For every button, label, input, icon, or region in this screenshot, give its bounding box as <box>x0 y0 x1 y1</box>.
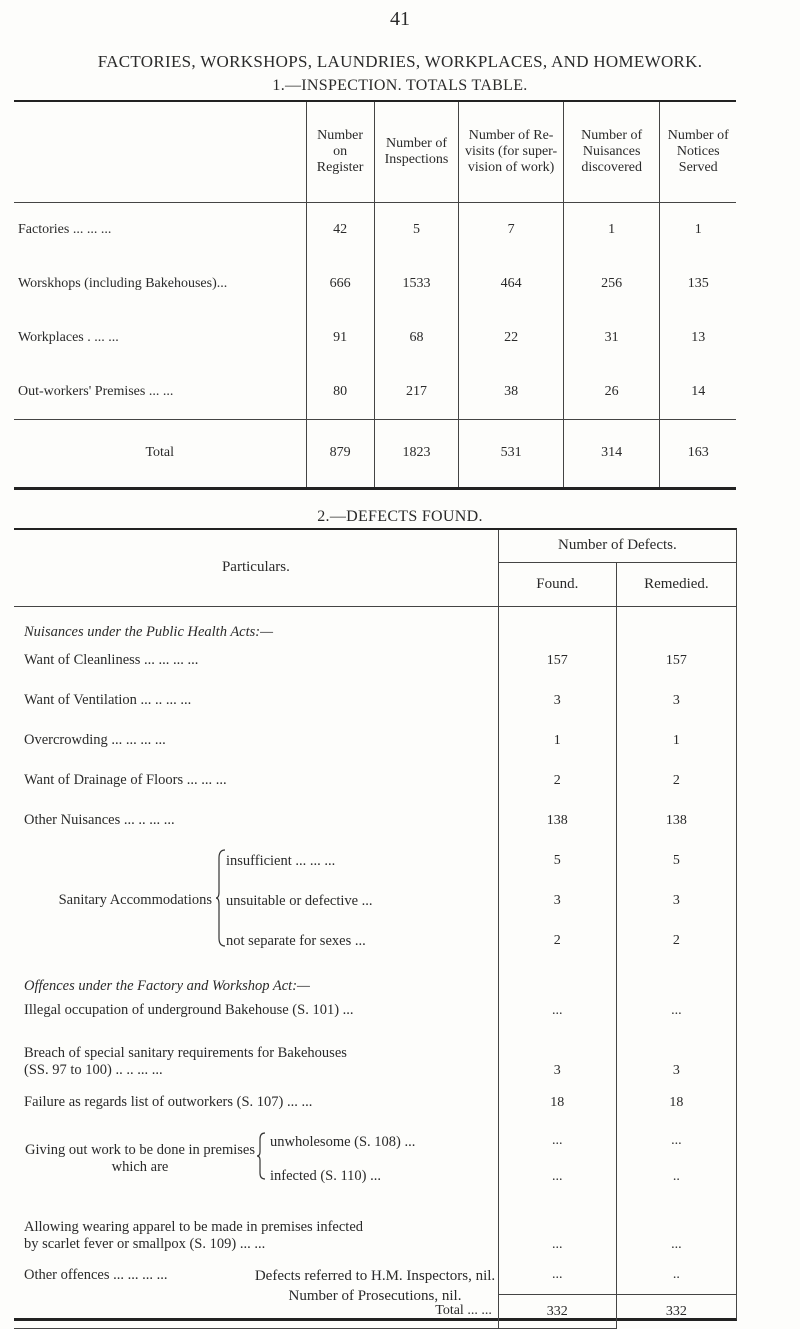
remedied-cell: 138 <box>616 801 736 841</box>
cell: 26 <box>563 365 660 420</box>
found-cell: 3 <box>498 1027 616 1083</box>
row-label: Want of Drainage of Floors ... ... ... <box>24 772 227 788</box>
row-label: insufficient ... ... ... <box>226 852 336 869</box>
total-label: Total <box>14 419 306 488</box>
table2-heading: 2.—DEFECTS FOUND. <box>317 508 483 525</box>
row-label: Allowing wearing apparel to be made in premises infected <box>24 1218 364 1235</box>
page-number: 41 <box>390 8 410 30</box>
cell: 1533 <box>374 257 459 311</box>
remedied-cell: 2 <box>616 921 736 961</box>
cell: 1 <box>563 202 660 257</box>
cell: 91 <box>306 311 374 365</box>
table-row <box>14 1123 736 1159</box>
cell: 68 <box>374 311 459 365</box>
total-label: Total ... ... <box>14 1295 498 1329</box>
table-row <box>14 801 736 841</box>
inspection-totals-table <box>14 100 736 490</box>
found-cell: 5 <box>498 841 616 881</box>
row-label: Failure as regards list of outworkers (S. 107) ... ... <box>24 1094 313 1110</box>
cell: 38 <box>459 365 564 420</box>
row-label: Worskhops (including Bakehouses)... <box>18 275 228 291</box>
row-label: Out-workers' Premises ... ... <box>18 383 174 399</box>
found-cell: 2 <box>498 761 616 801</box>
found-cell: 3 <box>498 881 616 921</box>
table-row <box>14 1027 736 1083</box>
remedied-cell: 3 <box>616 1027 736 1083</box>
col-revisits: Number of Re-visits (for super-vision of work) <box>459 101 564 202</box>
col-notices: Number of Notices Served <box>660 101 736 202</box>
found-cell: ... <box>498 1195 616 1257</box>
row-label-cont: (SS. 97 to 100) .. .. ... ... <box>24 1061 163 1078</box>
remedied-cell: 3 <box>616 681 736 721</box>
remedied-cell: .. <box>616 1159 736 1195</box>
row-label: Illegal occupation of underground Bakehouse (S. 101) ... <box>24 1002 354 1018</box>
table-row <box>14 257 736 311</box>
table1-total-row <box>14 419 736 488</box>
col-inspections: Number of Inspections <box>374 101 459 202</box>
cell: 14 <box>660 365 736 420</box>
col-remedied: Remedied. <box>616 562 736 606</box>
found-cell: ... <box>498 1257 616 1295</box>
row-label: unsuitable or defective ... <box>226 892 373 909</box>
cell: 42 <box>306 202 374 257</box>
cell: 7 <box>459 202 564 257</box>
cell: 163 <box>660 419 736 488</box>
row-label: Workplaces . ... ... <box>18 329 119 345</box>
found-cell: 157 <box>498 641 616 681</box>
cell: 135 <box>660 257 736 311</box>
row-label: unwholesome (S. 108) ... <box>270 1133 416 1150</box>
remedied-cell: 2 <box>616 761 736 801</box>
cell: 464 <box>459 257 564 311</box>
row-label-cont: by scarlet fever or smallpox (S. 109) ... ... <box>24 1235 266 1252</box>
row-label: Other offences ... ... ... ... <box>24 1267 168 1283</box>
remedied-cell: 5 <box>616 841 736 881</box>
cell: 531 <box>459 419 564 488</box>
cell: 314 <box>563 419 660 488</box>
page-title: FACTORIES, WORKSHOPS, LAUNDRIES, WORKPLACES, AND HOMEWORK. <box>97 52 703 71</box>
cell: 22 <box>459 311 564 365</box>
found-cell: 1 <box>498 721 616 761</box>
cell: 666 <box>306 257 374 311</box>
cell: 1 <box>660 202 736 257</box>
table-row <box>14 365 736 420</box>
table-row <box>14 721 736 761</box>
section-factory-act: Offences under the Factory and Workshop Act:— <box>24 977 310 994</box>
table1-corner <box>14 101 306 202</box>
table-row <box>14 761 736 801</box>
cell: 1823 <box>374 419 459 488</box>
col-number-of-defects: Number of Defects. <box>498 530 736 562</box>
cell: 80 <box>306 365 374 420</box>
table-row <box>14 995 736 1027</box>
left-brace <box>216 848 226 953</box>
giving-label: Giving out work to be done in premises which are <box>25 1141 255 1175</box>
section-public-health: Nuisances under the Public Health Acts:— <box>24 623 274 640</box>
left-brace <box>256 1131 266 1186</box>
remedied-cell: 18 <box>616 1083 736 1123</box>
row-label: Breach of special sanitary requirements for Bakehouses <box>24 1044 347 1061</box>
table-row <box>14 311 736 365</box>
row-label: Want of Ventilation ... .. ... ... <box>24 692 192 708</box>
found-cell: ... <box>498 995 616 1027</box>
row-label: Other Nuisances ... .. ... ... <box>24 812 175 828</box>
remedied-cell: ... <box>616 1123 736 1159</box>
table-row <box>14 1083 736 1123</box>
table1-heading: 1.—INSPECTION. TOTALS TABLE. <box>272 77 528 94</box>
table1-header-row <box>14 101 736 202</box>
col-register: Number on Register <box>306 101 374 202</box>
found-cell: 138 <box>498 801 616 841</box>
remedied-cell: 157 <box>616 641 736 681</box>
found-cell: 2 <box>498 921 616 961</box>
table-row <box>14 202 736 257</box>
row-label: not separate for sexes ... <box>226 932 366 949</box>
col-found: Found. <box>498 562 616 606</box>
found-cell: ... <box>498 1123 616 1159</box>
defects-found-table <box>14 528 737 1321</box>
cell: 5 <box>374 202 459 257</box>
cell: 879 <box>306 419 374 488</box>
cell: 256 <box>563 257 660 311</box>
row-label: Factories ... ... ... <box>18 221 112 237</box>
found-cell: 332 <box>498 1295 616 1329</box>
col-nuisances: Number of Nuisances discovered <box>563 101 660 202</box>
row-label: Overcrowding ... ... ... ... <box>24 732 166 748</box>
table-row <box>14 681 736 721</box>
col-particulars: Particulars. <box>14 530 498 606</box>
footnote-referred: Defects referred to H.M. Inspectors, nil. <box>254 1268 496 1284</box>
remedied-cell: ... <box>616 995 736 1027</box>
footnote-prosecutions: Number of Prosecutions, nil. <box>288 1288 462 1304</box>
remedied-cell: 1 <box>616 721 736 761</box>
remedied-cell: 3 <box>616 881 736 921</box>
cell: 13 <box>660 311 736 365</box>
row-label: infected (S. 110) ... <box>270 1167 382 1184</box>
table-row <box>14 1195 736 1257</box>
table-row <box>14 841 736 881</box>
sanitary-label: Sanitary Accommodations <box>58 892 212 908</box>
cell: 217 <box>374 365 459 420</box>
found-cell: ... <box>498 1159 616 1195</box>
row-label: Want of Cleanliness ... ... ... ... <box>24 652 199 668</box>
remedied-cell: .. <box>616 1257 736 1295</box>
found-cell: 3 <box>498 681 616 721</box>
remedied-cell: 332 <box>616 1295 736 1329</box>
cell: 31 <box>563 311 660 365</box>
found-cell: 18 <box>498 1083 616 1123</box>
table-row <box>14 641 736 681</box>
remedied-cell: ... <box>616 1195 736 1257</box>
